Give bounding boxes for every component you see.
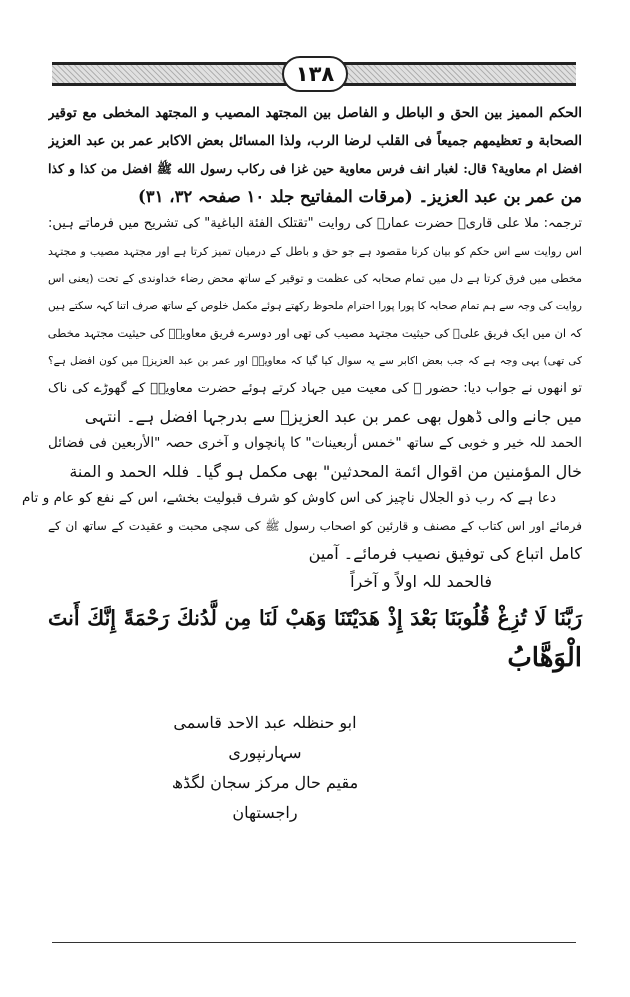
closing-prayer-line: رَبَّنَا لَا تُزِغْ قُلُوبَنَا بَعْدَ إِذْ هَدَيْتَنَا وَهَبْ لَنَا مِن لَّدُنكَ رَحْمَةً إِنَّكَ أَنتَ — [48, 606, 582, 630]
text-line: افضل ام معاویة؟ قال: لغبار انف فرس معاویة حین غزا فی رکاب رسول الله ﷺ افضل من کذا و کذا — [48, 161, 582, 176]
text-line: مخطی میں فرق کرتا ہے دل میں تمام صحابہ کی عظمت و توقیر کے ساتھ محض رضاء خداوندی کے تحت (یعنی اس — [48, 272, 582, 285]
footer-rule — [52, 942, 576, 943]
page-number: ۱۳۸ — [282, 56, 348, 92]
page-body — [22, 100, 582, 675]
text-line: اس روایت سے اس حکم کو بیان کرنا مقصود ہے جو حق و باطل کے درمیان تمیز کرتا ہے اور مجتہد مصیب و مجتہد — [48, 244, 582, 258]
text-line: میں جانے والی ڈھول بھی عمر بن عبد العزیزؒ سے بدرجہا افضل ہے۔ انتہی — [84, 406, 582, 426]
signature — [150, 708, 380, 828]
author-address: مقیم حال مرکز سجان لگڈھ راجستھان — [171, 773, 359, 822]
text-line: فرمائے اور اس کتاب کے مصنف و قارئین کو اصحاب رسول ﷺ کی سچی محبت و عقیدت کے ساتھ ان کے — [48, 518, 582, 533]
text-line: ترجمہ: ملا علی قاریؒ حضرت عمارؓ کی روایت "تقتلک الفئة الباغیة" کی تشریح میں فرماتے ہیں: — [48, 216, 582, 231]
text-line: خال المؤمنین من اقوال ائمة المحدثین" بھی مکمل ہو گیا۔ فللہ الحمد و المنة — [69, 461, 582, 481]
text-line: الحکم الممیز بین الحق و الباطل و الفاصل بین المجتهد المصیب و المجتهد المخطی مع توقیر — [48, 105, 582, 121]
author-name: ابو حنظلہ عبد الاحد قاسمی سہارنپوری — [173, 713, 357, 762]
text-line: تو انھوں نے جواب دیا: حضور ﷺ کی معیت میں جہاد کرتے ہوئے حضرت معاویہؓ کے گھوڑے کی ناک — [48, 381, 582, 396]
text-line: الصحابة و تعظیمهم جمیعاً فی القلب لرضا الرب، ولذا المسائل بعض الاکابر عمر بن عبد العزیز — [48, 132, 582, 149]
text-line: روایت کی وجہ سے ہم تمام صحابہ کا پورا پورا احترام ملحوظ رکھتے ہوئے مکمل خلوص کے ساتھ صرف اتنا کہہ سکتے ہیں — [48, 299, 582, 312]
text-line: کامل اتباع کی توفیق نصیب فرمائے۔ آمین — [308, 544, 582, 563]
text-line: من عمر بن عبد العزیز۔ (مرقات المفاتیح جلد ۱۰ صفحہ ۳۲، ۳۱) — [137, 186, 582, 206]
text-line: الحمد للہ خیر و خوبی کے ساتھ "خمس أربعینات" کا پانچواں و آخری حصہ "الأربعین فی فضائل — [48, 435, 582, 451]
text-line: کہ ان میں ایک فریق علیؓ کی حیثیت مجتہد مصیب کی تھی اور دوسرے فریق معاویہؓ کی حیثیت مجتہد مخطی — [48, 326, 582, 340]
closing-prayer-line: الْوَهَّابُ — [507, 643, 582, 673]
text-line: کی تھی) یہی وجہ ہے کہ جب بعض اکابر سے یہ سوال کیا گیا کہ معاویہؓ اور عمر بن عبد العزیزؒ میں کون افضل ہے؟ — [48, 354, 582, 367]
text-line: دعا ہے کہ رب ذو الجلال ناچیز کی اس کاوش کو شرف قبولیت بخشے، اس کے نفع کو عام و تام — [22, 490, 556, 506]
text-line: فالحمد للہ اولاً و آخراً — [350, 571, 492, 591]
